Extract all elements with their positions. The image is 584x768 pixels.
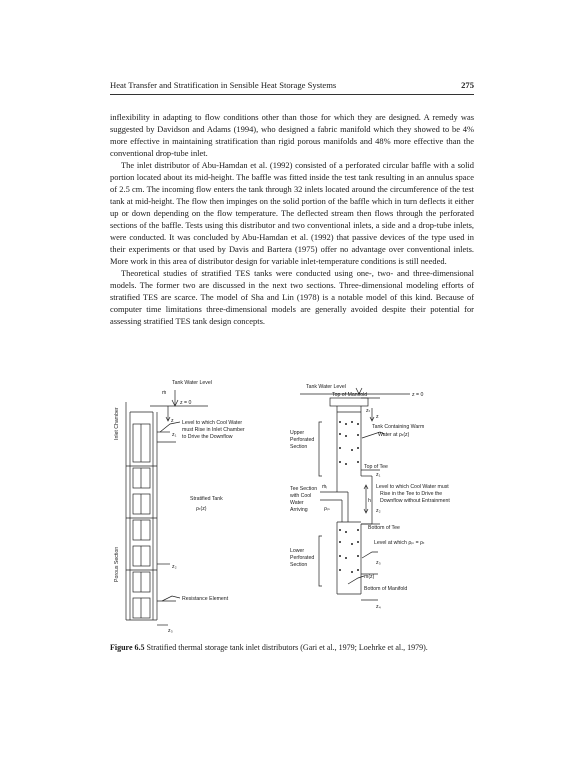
tank-warm-1: Tank Containing Warm xyxy=(372,424,425,430)
figure-caption xyxy=(110,643,474,652)
tee-label-2: with Cool xyxy=(290,493,312,499)
bottom-of-tee-label: Bottom of Tee xyxy=(368,525,400,531)
right-z1: z₁ xyxy=(376,472,381,478)
right-tank-water-level: Tank Water Level xyxy=(306,384,346,390)
caption-text: Stratified thermal storage tank inlet distributors (Gari et al., 1979; Loehrke et al., 1979). xyxy=(146,643,428,652)
upper-label-3: Section xyxy=(290,444,308,450)
stratified-tank-label: Stratified Tank xyxy=(190,496,223,502)
figure-diagram xyxy=(110,372,474,637)
right-z4: z₄ xyxy=(376,604,381,610)
paragraph-3: Theoretical studies of stratified TES tanks were conducted using one-, two- and three-dimensional models. The former two are discussed in the next two sections. Three-dimensional modeling efforts of stratified TES are scarce. The model of Sha and Lin (1978) is a notable model of this kind. Because of computer time limitations three-dimensional models are generally avoided despite their potential for assessing stratified TES tank design concepts. xyxy=(110,268,474,326)
left-level-note-1: Level to which Cool Water xyxy=(182,420,243,426)
lower-section-bracket xyxy=(319,536,322,586)
right-h: h xyxy=(368,498,371,504)
body-text xyxy=(110,111,474,327)
tee-label-1: Tee Section xyxy=(290,486,318,492)
resistance-element-label: Resistance Element xyxy=(182,596,229,602)
lower-label-3: Section xyxy=(290,562,308,568)
left-m-dot: ṁ xyxy=(162,390,167,396)
left-level-note-3: to Drive the Downflow xyxy=(182,434,233,440)
tee-label-3: Water xyxy=(290,500,304,506)
top-of-manifold-label: Top of Manifold xyxy=(332,392,368,398)
right-level-note-1: Level to which Cool Water must xyxy=(376,484,449,490)
upper-label-2: Perforated xyxy=(290,437,315,443)
left-z3: z₃ xyxy=(168,628,173,634)
left-z1: z₁ xyxy=(172,432,177,438)
left-z0: z = 0 xyxy=(180,400,192,406)
upper-section-bracket xyxy=(319,422,322,476)
tank-warm-2: Water at ρₜ(z) xyxy=(378,432,410,438)
left-tank-water-level: Tank Water Level xyxy=(172,380,212,386)
right-m-z: ṁ(z) xyxy=(364,574,375,580)
right-z: z xyxy=(376,414,379,420)
level-eq-label: Level at which ρᵢₙ = ρₜ xyxy=(374,540,425,546)
left-rho: ρₜ(z) xyxy=(196,506,207,512)
running-title: Heat Transfer and Stratification in Sensible Heat Storage Systems xyxy=(110,80,337,90)
upper-label-1: Upper xyxy=(290,430,305,436)
caption-label: Figure 6.5 xyxy=(110,643,145,652)
right-m-i: ṁᵢ xyxy=(322,484,328,490)
right-z3: z₃ xyxy=(376,560,381,566)
page-number: 275 xyxy=(461,80,474,90)
lower-label-1: Lower xyxy=(290,548,305,554)
right-z2: z₂ xyxy=(376,508,381,514)
left-z: z xyxy=(171,418,174,424)
paragraph-2: The inlet distributor of Abu-Hamdan et al. (1992) consisted of a perforated circular baffle with a solid portion located about its mid-height. The baffle was fitted inside the test tank resulting in an annulus space of 2.5 cm. The incoming flow enters the tank through 32 inlets located around the circumference of the test tank at mid-height. The flow then impinges on the solid portion of the baffle which in turn deflects it either up or down depending on the flow temperature. The deflected stream then flows through the perforated sections of the baffle. Tests using this distributor and two conventional inlets, a side and a drop-tube inlets, were conducted. It was concluded by Abu-Hamdan et al. (1992) that passive devices of the type used in their experiments or that used by Davis and Bartera (1975) offer no advantage over conventional inlets. More work in this area of distributor design for variable inlet-temperature conditions is still needed. xyxy=(110,160,474,266)
running-header xyxy=(110,80,474,94)
right-rho-in: ρᵢₙ xyxy=(324,506,330,512)
left-level-note-2: must Rise in Inlet Chamber xyxy=(182,427,245,433)
top-of-tee-label: Top of Tee xyxy=(364,464,388,470)
inlet-chamber-label: Inlet Chamber xyxy=(114,407,120,440)
right-level-note-3: Downflow without Entrainment xyxy=(380,498,450,504)
porous-section-label: Porous Section xyxy=(114,546,120,582)
lower-label-2: Perforated xyxy=(290,555,315,561)
right-zt: zₜ xyxy=(366,408,371,414)
right-level-note-2: Rise in the Tee to Drive the xyxy=(380,491,443,497)
figure-6-5 xyxy=(110,372,474,637)
bottom-of-manifold-label: Bottom of Manifold xyxy=(364,586,408,592)
right-z0: z = 0 xyxy=(412,392,424,398)
paragraph-1: inflexibility in adapting to flow conditions other than those for which they are designed. A remedy was suggested by Davidson and Adams (1994), who designed a fabric manifold which they showed to be 4% more effective in maintaining stratification than rigid porous manifolds and 48% more effective than the conventional drop-tube inlet. xyxy=(110,112,474,158)
left-z2: z₂ xyxy=(172,564,177,570)
inlet-chamber-cell xyxy=(133,424,150,462)
header-rule xyxy=(110,94,474,95)
tee-label-4: Arriving xyxy=(290,507,308,513)
top-of-manifold xyxy=(330,398,368,406)
